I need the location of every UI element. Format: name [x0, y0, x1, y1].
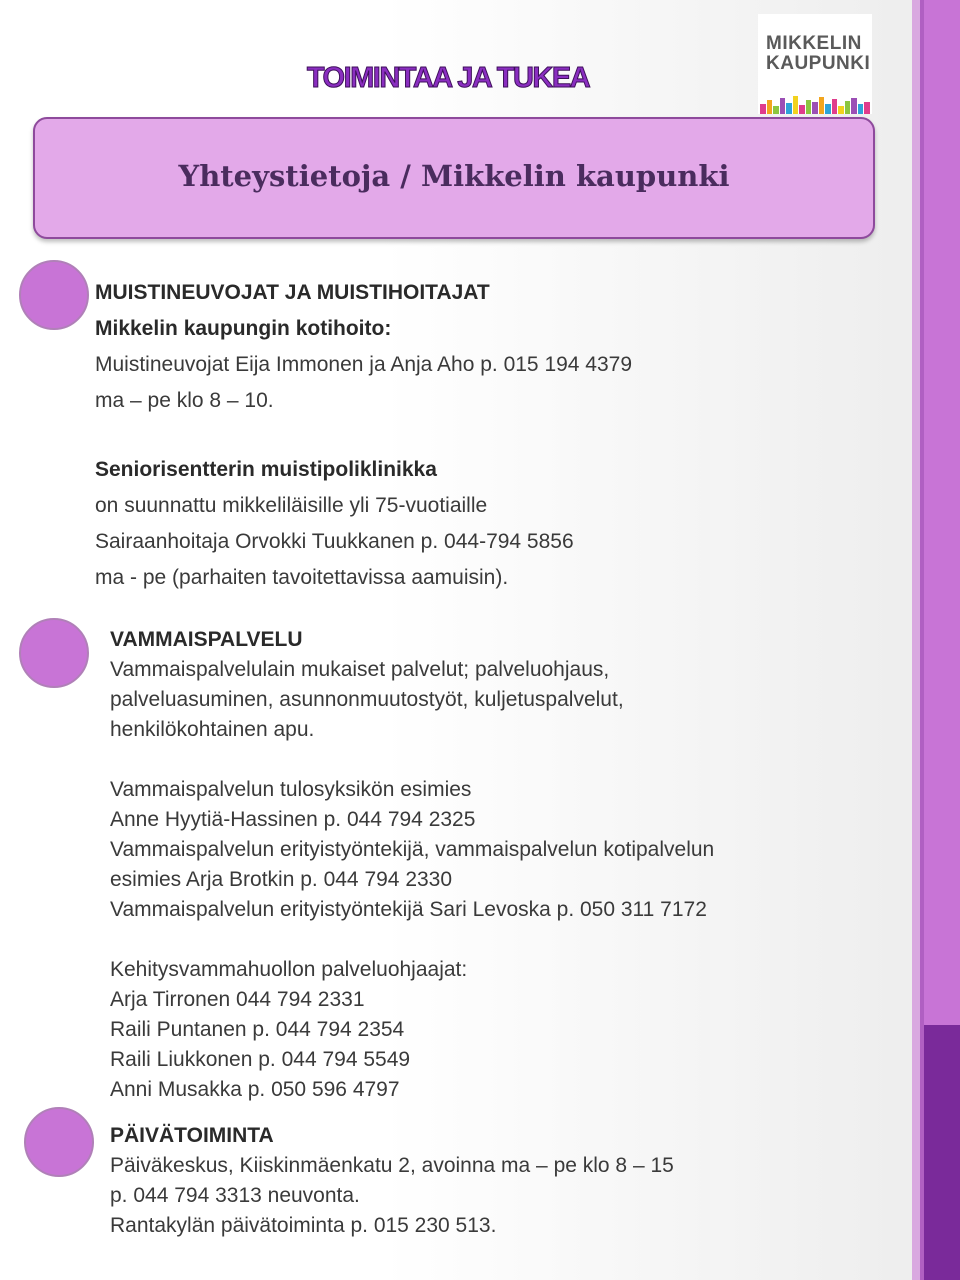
- decor-stripe-light: [912, 0, 920, 1280]
- disability-services-spacer: [110, 925, 714, 955]
- memory-clinic-nurse: Sairaanhoitaja Orvokki Tuukkanen p. 044-794 5856: [95, 530, 574, 553]
- day-activities-line: Rantakylän päivätoiminta p. 015 230 513.: [110, 1214, 497, 1237]
- day-activities-line: p. 044 794 3313 neuvonta.: [110, 1184, 360, 1207]
- memory-clinic-hours: ma - pe (parhaiten tavoitettavissa aamuisin).: [95, 566, 509, 589]
- disability-services-line: Vammaispalvelulain mukaiset palvelut; palveluohjaus,: [110, 658, 610, 681]
- memory-advisors-heading: MUISTINEUVOJAT JA MUISTIHOITAJAT: [95, 281, 490, 304]
- day-activities-line: Päiväkeskus, Kiiskinmäenkatu 2, avoinna ma – pe klo 8 – 15: [110, 1154, 674, 1177]
- right-decor-bar: [912, 0, 960, 1280]
- page-title: Yhteystietoja / Mikkelin kaupunki: [178, 159, 730, 193]
- memory-clinic-heading: Seniorisentterin muistipoliklinikka: [95, 458, 437, 481]
- logo-wordmark: MIKKELIN KAUPUNKI: [766, 33, 871, 74]
- disability-services-line: Anne Hyytiä-Hassinen p. 044 794 2325: [110, 808, 476, 831]
- logo-skyline-icon: [758, 94, 872, 114]
- memory-advisors-subheading: Mikkelin kaupungin kotihoito:: [95, 317, 392, 340]
- section-day-activities: [110, 1121, 674, 1241]
- section-disability-services: [110, 625, 714, 1105]
- section-memory-clinic: [95, 452, 574, 596]
- section-memory-advisors: [95, 275, 632, 419]
- disability-services-line: Arja Tirronen 044 794 2331: [110, 988, 365, 1011]
- page-kicker: TOIMINTAA JA TUKEA: [306, 62, 590, 94]
- disability-services-line: Vammaispalvelun tulosyksikön esimies: [110, 778, 472, 801]
- memory-clinic-target: on suunnattu mikkeliläisille yli 75-vuotiaille: [95, 494, 488, 517]
- disability-services-line: Raili Puntanen p. 044 794 2354: [110, 1018, 405, 1041]
- disability-services-line: Anni Musakka p. 050 596 4797: [110, 1078, 400, 1101]
- section-bullet-1: [19, 260, 89, 330]
- memory-advisors-contact: Muistineuvojat Eija Immonen ja Anja Aho p. 015 194 4379: [95, 353, 633, 376]
- decor-stripe-dark: [924, 1025, 960, 1280]
- section-bullet-3: [24, 1107, 94, 1177]
- disability-services-line: esimies Arja Brotkin p. 044 794 2330: [110, 868, 453, 891]
- disability-services-line: palveluasuminen, asunnonmuutostyöt, kuljetuspalvelut,: [110, 688, 624, 711]
- disability-services-line: Kehitysvammahuollon palveluohjaajat:: [110, 958, 468, 981]
- disability-services-heading: VAMMAISPALVELU: [110, 628, 303, 651]
- disability-services-line: Vammaispalvelun erityistyöntekijä Sari Levoska p. 050 311 7172: [110, 898, 707, 921]
- disability-services-line: henkilökohtainen apu.: [110, 718, 315, 741]
- title-banner: [33, 117, 875, 239]
- section-bullet-2: [19, 618, 89, 688]
- disability-services-line: Vammaispalvelun erityistyöntekijä, vammaispalvelun kotipalvelun: [110, 838, 715, 861]
- disability-services-line: Raili Liukkonen p. 044 794 5549: [110, 1048, 411, 1071]
- memory-advisors-hours: ma – pe klo 8 – 10.: [95, 389, 274, 412]
- day-activities-heading: PÄIVÄTOIMINTA: [110, 1124, 274, 1147]
- disability-services-spacer: [110, 745, 714, 775]
